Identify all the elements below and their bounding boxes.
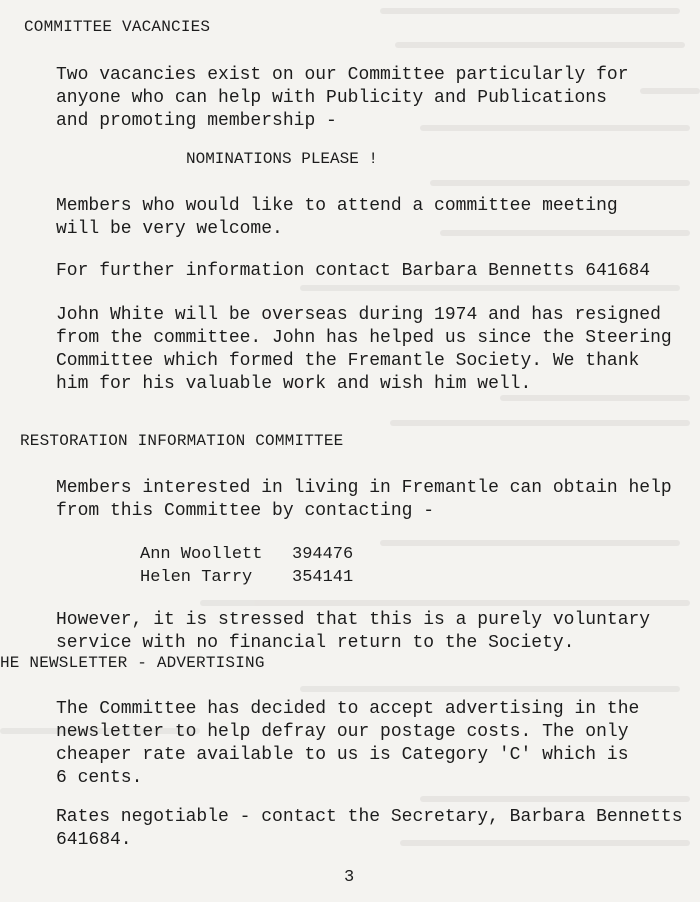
newsletter-advertising-heading: HE NEWSLETTER - ADVERTISING (0, 654, 265, 672)
paragraph-line: John White will be overseas during 1974 and has resigned (56, 305, 661, 325)
contact-name: Helen Tarry (140, 568, 253, 587)
paragraph-line: Members who would like to attend a committee meeting (56, 196, 618, 216)
paragraph-line: anyone who can help with Publicity and Publications (56, 88, 607, 108)
paragraph-line: will be very welcome. (56, 219, 283, 239)
paragraph-line: from this Committee by contacting - (56, 501, 435, 521)
page-number: 3 (344, 868, 355, 887)
paragraph-line: cheaper rate available to us is Category 'C' which is (56, 745, 629, 765)
welcome-paragraph (56, 195, 618, 241)
paragraph-line: from the committee. John has helped us since the Steering (56, 328, 672, 348)
advertising-paragraph (56, 698, 639, 790)
contact-entry (140, 543, 353, 566)
paragraph-line: 641684. (56, 830, 132, 850)
john-white-paragraph (56, 304, 672, 396)
paragraph-line: The Committee has decided to accept advertising in the (56, 699, 640, 719)
paragraph-line: 6 cents. (56, 768, 143, 788)
committee-vacancies-heading: COMMITTEE VACANCIES (24, 18, 211, 36)
contact-phone: 394476 (292, 545, 354, 564)
paragraph-line: service with no financial return to the Society. (56, 633, 575, 653)
vacancies-intro-paragraph (56, 64, 629, 133)
voluntary-service-paragraph (56, 609, 650, 655)
paragraph-line: However, it is stressed that this is a purely voluntary (56, 610, 651, 630)
rates-paragraph (56, 806, 683, 852)
paragraph-line: Two vacancies exist on our Committee particularly for (56, 65, 629, 85)
contact-list (140, 543, 353, 589)
paragraph-line: Members interested in living in Fremantle can obtain help (56, 478, 672, 498)
restoration-intro-paragraph (56, 477, 672, 523)
paragraph-line: Committee which formed the Fremantle Society. We thank (56, 351, 640, 371)
paragraph-line: For further information contact Barbara Bennetts 641684 (56, 261, 651, 281)
contact-entry (140, 566, 353, 589)
paragraph-line: and promoting membership - (56, 111, 337, 131)
paragraph-line: Rates negotiable - contact the Secretary, Barbara Bennetts (56, 807, 683, 827)
paragraph-line: him for his valuable work and wish him well. (56, 374, 532, 394)
nominations-please-callout: NOMINATIONS PLEASE ! (186, 150, 379, 168)
contact-phone: 354141 (292, 568, 354, 587)
paragraph-line: newsletter to help defray our postage costs. The only (56, 722, 629, 742)
contact-paragraph (56, 260, 650, 283)
restoration-committee-heading: RESTORATION INFORMATION COMMITTEE (20, 432, 344, 450)
contact-name: Ann Woollett (140, 545, 263, 564)
